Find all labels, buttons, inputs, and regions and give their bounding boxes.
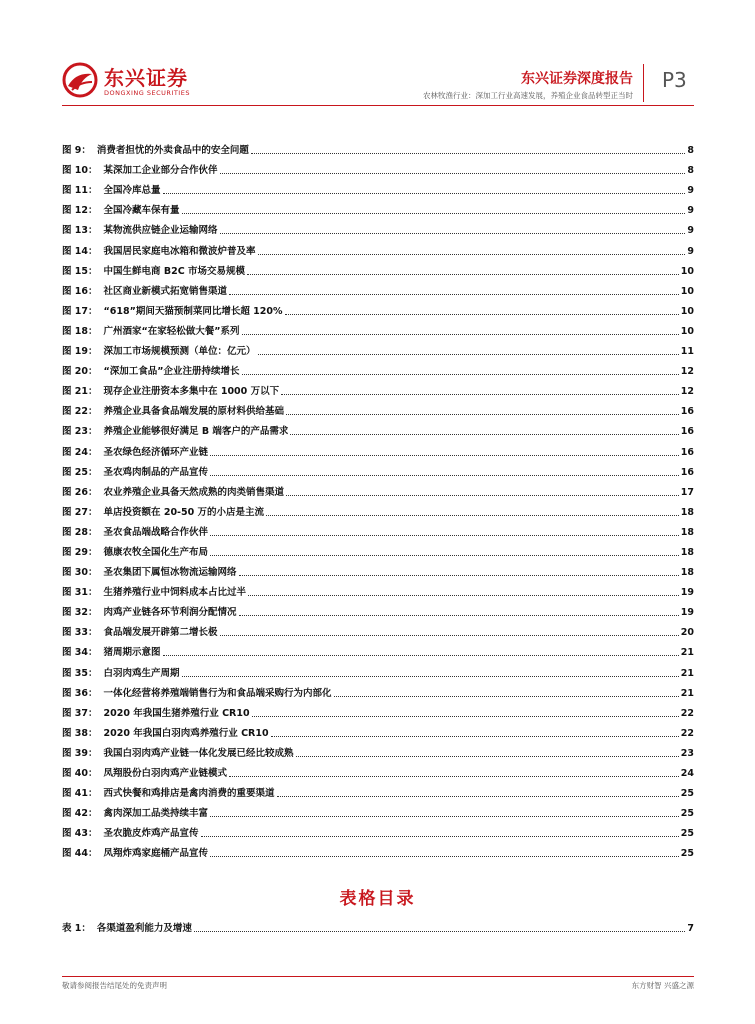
toc-entry-title: 凤翔炸鸡家庭桶产品宣传 bbox=[103, 848, 209, 860]
toc-dot-leader bbox=[277, 795, 679, 797]
toc-entry-title: 禽肉深加工品类持续丰富 bbox=[103, 808, 209, 820]
toc-entry[interactable] bbox=[62, 337, 694, 357]
toc-dot-leader bbox=[296, 755, 679, 757]
toc-entry[interactable] bbox=[62, 498, 694, 518]
toc-entry-label bbox=[62, 263, 247, 277]
toc-entry-page: 10 bbox=[680, 285, 694, 297]
toc-entry-number: 图 27： bbox=[62, 506, 98, 518]
toc-entry-number: 图 43： bbox=[62, 828, 98, 840]
toc-dot-leader bbox=[239, 574, 679, 576]
toc-entry-page: 12 bbox=[680, 386, 694, 398]
toc-entry-number: 图 9： bbox=[62, 145, 91, 157]
toc-entry-number: 图 41： bbox=[62, 788, 98, 800]
toc-dot-leader bbox=[229, 293, 679, 295]
toc-entry-number: 图 26： bbox=[62, 486, 98, 498]
toc-entry-label bbox=[62, 624, 220, 638]
toc-entry-label bbox=[62, 825, 201, 839]
toc-entry-page: 19 bbox=[680, 607, 694, 619]
toc-entry[interactable] bbox=[62, 598, 694, 618]
toc-entry-title: 西式快餐和鸡排店是禽肉消费的重要渠道 bbox=[103, 788, 275, 800]
toc-dot-leader bbox=[210, 474, 679, 476]
toc-entry-page: 24 bbox=[680, 768, 694, 779]
toc-entry-title: 单店投资额在 20-50 万的小店是主流 bbox=[103, 506, 265, 518]
table-of-tables-heading: 表格目录 bbox=[339, 889, 416, 909]
toc-entry-number: 图 31： bbox=[62, 587, 98, 599]
toc-entry-number: 图 24： bbox=[62, 446, 98, 458]
toc-entry-page: 16 bbox=[680, 406, 694, 418]
toc-entry-number: 图 37： bbox=[62, 707, 98, 719]
toc-entry[interactable] bbox=[62, 799, 694, 819]
toc-entry-label bbox=[62, 162, 220, 176]
toc-dot-leader bbox=[266, 514, 679, 516]
toc-dot-leader bbox=[247, 273, 679, 275]
toc-entry-title: 白羽肉鸡生产周期 bbox=[103, 667, 180, 679]
toc-entry-label bbox=[62, 444, 210, 458]
toc-entry-page: 11 bbox=[680, 346, 694, 358]
logo-chinese-name: 东兴证券 bbox=[104, 66, 188, 90]
header-divider bbox=[643, 64, 644, 102]
toc-entry[interactable] bbox=[62, 578, 694, 598]
toc-entry[interactable] bbox=[62, 257, 694, 277]
toc-entry[interactable] bbox=[62, 819, 694, 839]
toc-entry-page: 22 bbox=[680, 707, 694, 719]
toc-entry-number: 图 19： bbox=[62, 346, 98, 358]
toc-entry-label bbox=[62, 363, 242, 377]
toc-entry-number: 图 21： bbox=[62, 386, 98, 398]
toc-entry-label bbox=[62, 243, 258, 257]
toc-entry[interactable] bbox=[62, 196, 694, 216]
toc-dot-leader bbox=[220, 232, 686, 234]
toc-entry-label bbox=[62, 705, 252, 719]
toc-entry[interactable] bbox=[62, 417, 694, 437]
toc-entry-label bbox=[62, 564, 239, 578]
toc-entry-page: 10 bbox=[680, 305, 694, 317]
toc-entry-number: 图 29： bbox=[62, 546, 98, 558]
toc-entry-title: 各渠道盈利能力及增速 bbox=[96, 923, 192, 935]
toc-entry-number: 图 44： bbox=[62, 848, 98, 860]
toc-entry-page: 18 bbox=[680, 526, 694, 538]
toc-dot-leader bbox=[163, 192, 686, 194]
toc-entry-number: 图 35： bbox=[62, 667, 98, 679]
toc-entry-page: 17 bbox=[680, 486, 694, 498]
toc-dot-leader bbox=[163, 654, 679, 656]
toc-entry-label bbox=[62, 604, 239, 618]
toc-entry[interactable] bbox=[62, 759, 694, 779]
toc-entry-title: 我国白羽肉鸡产业链一体化发展已经比较成熟 bbox=[103, 747, 294, 759]
toc-entry-number: 图 20： bbox=[62, 366, 98, 378]
toc-entry-number: 图 36： bbox=[62, 687, 98, 699]
toc-entry-label bbox=[62, 524, 210, 538]
logo-english-name: DONGXING SECURITIES bbox=[104, 89, 190, 97]
toc-entry[interactable] bbox=[62, 437, 694, 457]
toc-dot-leader bbox=[252, 715, 679, 717]
toc-entry-title: 圣农脆皮炸鸡产品宣传 bbox=[103, 828, 199, 840]
toc-entry-title: 养殖企业具备食品端发展的原材料供给基础 bbox=[103, 406, 285, 418]
footer-rule bbox=[62, 976, 694, 977]
toc-entry[interactable] bbox=[62, 839, 694, 859]
toc-entry[interactable] bbox=[62, 699, 694, 719]
toc-entry-number: 图 14： bbox=[62, 245, 98, 257]
toc-dot-leader bbox=[194, 930, 685, 932]
toc-dot-leader bbox=[286, 413, 679, 415]
toc-entry-page: 22 bbox=[680, 727, 694, 739]
toc-entry[interactable] bbox=[62, 397, 694, 417]
toc-entry-title: 德康农牧全国化生产布局 bbox=[103, 546, 209, 558]
toc-dot-leader bbox=[248, 594, 679, 596]
toc-entry-page: 18 bbox=[680, 567, 694, 579]
toc-entry-page: 10 bbox=[680, 325, 694, 337]
header-rule bbox=[62, 105, 694, 106]
company-logo bbox=[62, 60, 202, 104]
toc-entry-title: 一体化经营将养殖端销售行为和食品端采购行为内部化 bbox=[103, 687, 332, 699]
toc-entry-label bbox=[62, 303, 285, 317]
toc-entry-title: 肉鸡产业链各环节利润分配情况 bbox=[103, 607, 237, 619]
toc-entry-page: 18 bbox=[680, 546, 694, 558]
toc-entry-label bbox=[62, 142, 251, 156]
toc-entry-number: 图 12： bbox=[62, 205, 98, 217]
toc-entry-label bbox=[62, 383, 281, 397]
toc-entry-label bbox=[62, 785, 277, 799]
toc-entry-title: “618”期间天猫预制菜同比增长超 120% bbox=[103, 305, 283, 317]
toc-entry-number: 图 28： bbox=[62, 526, 98, 538]
toc-entry[interactable] bbox=[62, 176, 694, 196]
toc-entry-title: 食品端发展开辟第二增长极 bbox=[103, 627, 218, 639]
toc-entry-title: 中国生鲜电商 B2C 市场交易规模 bbox=[103, 265, 245, 277]
toc-entry[interactable] bbox=[62, 377, 694, 397]
toc-entry-number: 表 1： bbox=[62, 923, 91, 935]
toc-entry-number: 图 39： bbox=[62, 747, 98, 759]
toc-entry-page: 25 bbox=[680, 828, 694, 840]
toc-dot-leader bbox=[290, 433, 678, 435]
toc-entry-title: 消费者担忧的外卖食品中的安全问题 bbox=[96, 145, 249, 157]
toc-dot-leader bbox=[182, 675, 679, 677]
toc-entry-page: 8 bbox=[687, 145, 694, 157]
toc-entry[interactable] bbox=[62, 658, 694, 678]
toc-entry-title: 圣农绿色经济循环产业链 bbox=[103, 446, 209, 458]
toc-entry-title: 现存企业注册资本多集中在 1000 万以下 bbox=[103, 386, 280, 398]
toc-entry[interactable] bbox=[62, 719, 694, 739]
toc-entry-number: 图 42： bbox=[62, 808, 98, 820]
toc-entry-label bbox=[62, 765, 229, 779]
toc-entry-page: 20 bbox=[680, 627, 694, 639]
toc-entry-page: 9 bbox=[687, 185, 694, 197]
toc-entry[interactable] bbox=[62, 156, 694, 176]
toc-entry[interactable] bbox=[62, 136, 694, 156]
dongxing-logo-icon bbox=[62, 62, 98, 98]
toc-entry-title: 2020 年我国生猪养殖行业 CR10 bbox=[103, 707, 250, 719]
toc-entry[interactable] bbox=[62, 558, 694, 578]
toc-entry-label bbox=[62, 423, 290, 437]
toc-dot-leader bbox=[285, 313, 679, 315]
toc-entry-title: 社区商业新模式拓宽销售渠道 bbox=[103, 285, 228, 297]
toc-entry[interactable] bbox=[62, 357, 694, 377]
toc-entry-page: 16 bbox=[680, 446, 694, 458]
toc-dot-leader bbox=[229, 775, 679, 777]
toc-entry-number: 图 30： bbox=[62, 567, 98, 579]
toc-entry-label bbox=[62, 283, 229, 297]
toc-entry[interactable] bbox=[62, 779, 694, 799]
toc-entry[interactable] bbox=[62, 914, 694, 934]
toc-dot-leader bbox=[258, 253, 686, 255]
toc-entry-page: 23 bbox=[680, 747, 694, 759]
toc-entry-page: 25 bbox=[680, 808, 694, 820]
toc-entry-title: 猪周期示意图 bbox=[103, 647, 161, 659]
toc-entry-label bbox=[62, 584, 248, 598]
toc-entry-number: 图 25： bbox=[62, 466, 98, 478]
toc-dot-leader bbox=[334, 695, 679, 697]
toc-entry-title: 2020 年我国白羽肉鸡养殖行业 CR10 bbox=[103, 727, 269, 739]
toc-entry-page: 16 bbox=[680, 426, 694, 438]
toc-entry-page: 9 bbox=[687, 205, 694, 217]
toc-entry-number: 图 15： bbox=[62, 265, 98, 277]
toc-entry-page: 9 bbox=[687, 225, 694, 237]
toc-dot-leader bbox=[210, 855, 679, 857]
toc-entry[interactable] bbox=[62, 478, 694, 498]
toc-entry-page: 8 bbox=[687, 165, 694, 177]
page-number: P3 bbox=[662, 68, 687, 92]
toc-entry[interactable] bbox=[62, 277, 694, 297]
toc-entry-number: 图 16： bbox=[62, 285, 98, 297]
toc-entry-title: 农业养殖企业具备天然成熟的肉类销售渠道 bbox=[103, 486, 285, 498]
toc-entry[interactable] bbox=[62, 518, 694, 538]
toc-entry-label bbox=[62, 920, 194, 934]
toc-entry-label bbox=[62, 845, 210, 859]
toc-entry[interactable] bbox=[62, 297, 694, 317]
footer-disclaimer: 敬请参阅报告结尾处的免责声明 bbox=[62, 981, 167, 990]
toc-entry-title: 圣农鸡肉制品的产品宣传 bbox=[103, 466, 209, 478]
toc-entry-page: 9 bbox=[687, 245, 694, 257]
toc-entry-number: 图 40： bbox=[62, 768, 98, 779]
toc-entry[interactable] bbox=[62, 236, 694, 256]
toc-entry[interactable] bbox=[62, 216, 694, 236]
toc-entry-label bbox=[62, 484, 286, 498]
toc-entry-number: 图 18： bbox=[62, 325, 98, 337]
toc-entry-title: 广州酒家“在家轻松做大餐”系列 bbox=[103, 325, 240, 337]
toc-dot-leader bbox=[242, 373, 679, 375]
report-title: 东兴证券深度报告 bbox=[521, 71, 633, 87]
toc-entry-number: 图 32： bbox=[62, 607, 98, 619]
toc-entry-label bbox=[62, 464, 210, 478]
toc-entry-page: 21 bbox=[680, 647, 694, 659]
toc-dot-leader bbox=[258, 353, 679, 355]
toc-entry[interactable] bbox=[62, 317, 694, 337]
toc-dot-leader bbox=[239, 614, 679, 616]
report-subtitle: 农林牧渔行业：深加工行业高速发展，养殖企业食品转型正当时 bbox=[423, 91, 633, 100]
toc-entry-page: 19 bbox=[680, 587, 694, 599]
toc-entry-label bbox=[62, 202, 182, 216]
toc-dot-leader bbox=[242, 333, 679, 335]
footer-slogan: 东方财智 兴盛之源 bbox=[631, 981, 694, 990]
toc-dot-leader bbox=[201, 835, 679, 837]
table-toc bbox=[62, 914, 694, 934]
toc-entry-label bbox=[62, 182, 163, 196]
toc-entry-title: 全国冷库总量 bbox=[103, 185, 161, 197]
toc-entry-title: 圣农食品端战略合作伙伴 bbox=[103, 526, 209, 538]
toc-entry[interactable] bbox=[62, 679, 694, 699]
toc-dot-leader bbox=[271, 735, 679, 737]
toc-entry-page: 25 bbox=[680, 788, 694, 800]
toc-dot-leader bbox=[281, 393, 679, 395]
toc-entry[interactable] bbox=[62, 618, 694, 638]
toc-dot-leader bbox=[182, 212, 686, 214]
toc-dot-leader bbox=[286, 494, 679, 496]
toc-entry-page: 10 bbox=[680, 265, 694, 277]
toc-entry-title: “深加工食品”企业注册持续增长 bbox=[103, 366, 240, 378]
toc-entry-page: 16 bbox=[680, 466, 694, 478]
toc-entry-number: 图 22： bbox=[62, 406, 98, 418]
toc-entry-title: 我国居民家庭电冰箱和微波炉普及率 bbox=[103, 245, 256, 257]
toc-entry-label bbox=[62, 323, 242, 337]
toc-entry[interactable] bbox=[62, 638, 694, 658]
toc-dot-leader bbox=[210, 815, 679, 817]
toc-entry-title: 全国冷藏车保有量 bbox=[103, 205, 180, 217]
toc-dot-leader bbox=[210, 554, 679, 556]
page-header bbox=[0, 0, 755, 110]
toc-entry-number: 图 38： bbox=[62, 727, 98, 739]
toc-entry-label bbox=[62, 665, 182, 679]
figure-toc bbox=[62, 136, 694, 859]
toc-entry-number: 图 11： bbox=[62, 185, 98, 197]
toc-entry-page: 25 bbox=[680, 848, 694, 860]
toc-entry[interactable] bbox=[62, 538, 694, 558]
toc-entry[interactable] bbox=[62, 458, 694, 478]
toc-entry-label bbox=[62, 644, 163, 658]
toc-entry-number: 图 10： bbox=[62, 165, 98, 177]
toc-entry[interactable] bbox=[62, 739, 694, 759]
toc-entry-label bbox=[62, 504, 266, 518]
toc-dot-leader bbox=[210, 534, 679, 536]
toc-entry-title: 某深加工企业部分合作伙伴 bbox=[103, 165, 218, 177]
toc-entry-page: 7 bbox=[687, 923, 694, 935]
toc-entry-number: 图 33： bbox=[62, 627, 98, 639]
toc-entry-label bbox=[62, 343, 258, 357]
toc-dot-leader bbox=[220, 634, 679, 636]
toc-entry-title: 圣农集团下属恒冰物流运输网络 bbox=[103, 567, 237, 579]
toc-entry-label bbox=[62, 544, 210, 558]
toc-entry-title: 深加工市场规模预测（单位：亿元） bbox=[103, 346, 256, 358]
toc-entry-title: 养殖企业能够很好满足 B 端客户的产品需求 bbox=[103, 426, 289, 438]
toc-entry-number: 图 13： bbox=[62, 225, 98, 237]
toc-entry-page: 18 bbox=[680, 506, 694, 518]
toc-entry-number: 图 17： bbox=[62, 305, 98, 317]
toc-entry-title: 生猪养殖行业中饲料成本占比过半 bbox=[103, 587, 247, 599]
toc-entry-number: 图 23： bbox=[62, 426, 98, 438]
toc-entry-label bbox=[62, 403, 286, 417]
toc-entry-page: 21 bbox=[680, 687, 694, 699]
toc-dot-leader bbox=[220, 172, 686, 174]
toc-entry-label bbox=[62, 725, 271, 739]
toc-entry-label bbox=[62, 685, 334, 699]
toc-dot-leader bbox=[251, 152, 685, 154]
toc-entry-page: 21 bbox=[680, 667, 694, 679]
toc-entry-label bbox=[62, 745, 296, 759]
toc-entry-label bbox=[62, 805, 210, 819]
toc-dot-leader bbox=[210, 454, 679, 456]
toc-entry-number: 图 34： bbox=[62, 647, 98, 659]
toc-entry-page: 12 bbox=[680, 366, 694, 378]
toc-entry-label bbox=[62, 222, 220, 236]
toc-entry-title: 某物流供应链企业运输网络 bbox=[103, 225, 218, 237]
toc-entry-title: 凤翔股份白羽肉鸡产业链模式 bbox=[103, 768, 228, 779]
